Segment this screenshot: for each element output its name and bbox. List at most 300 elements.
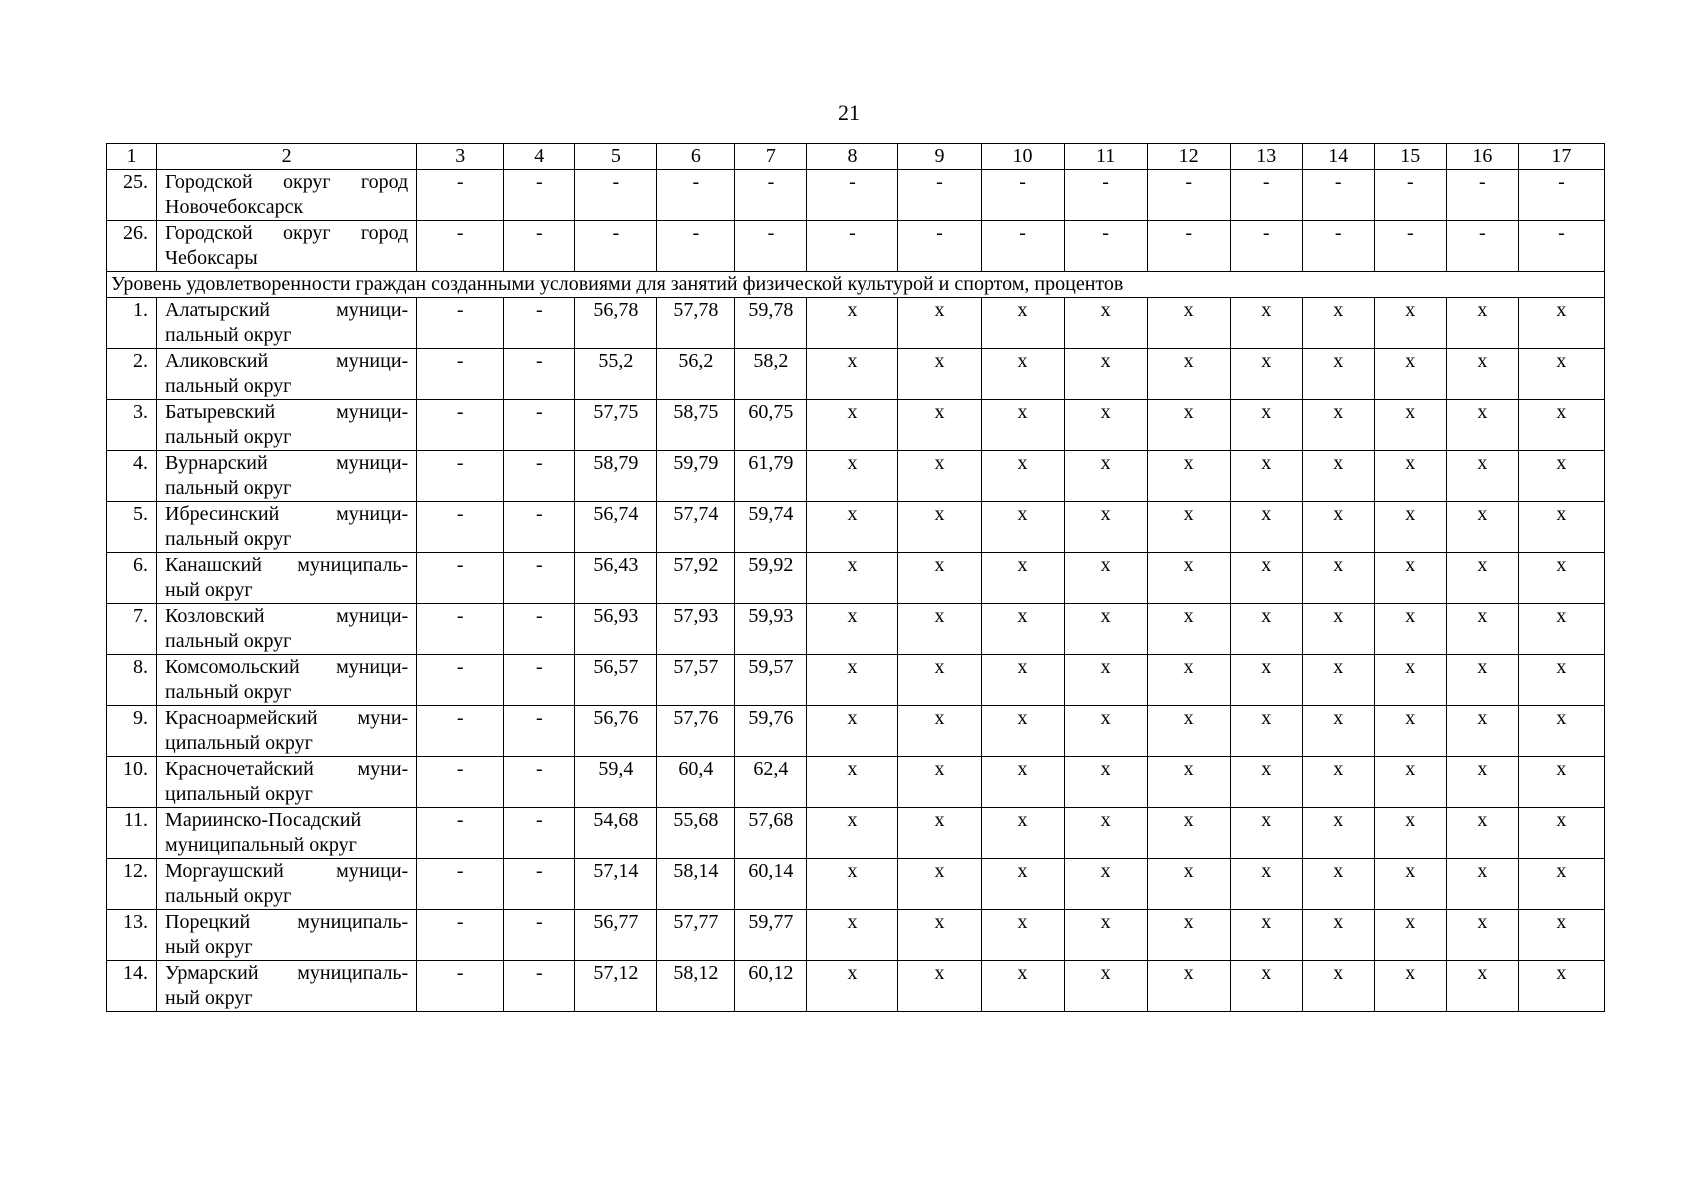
value-cell: х bbox=[1302, 808, 1374, 859]
value-cell: х bbox=[1064, 859, 1147, 910]
value-cell: х bbox=[1147, 349, 1230, 400]
value-cell: х bbox=[1302, 655, 1374, 706]
value-cell: х bbox=[981, 502, 1064, 553]
table-row bbox=[107, 349, 1605, 400]
value-cell: - bbox=[417, 604, 504, 655]
municipality-name bbox=[157, 859, 417, 910]
value-cell: х bbox=[1147, 553, 1230, 604]
row-number: 11. bbox=[107, 808, 157, 859]
table-row bbox=[107, 400, 1605, 451]
value-cell: х bbox=[898, 298, 981, 349]
name-line: Моргаушский муници- bbox=[165, 860, 409, 882]
value-cell: х bbox=[1147, 706, 1230, 757]
value-cell: х bbox=[807, 859, 898, 910]
value-cell: х bbox=[1064, 655, 1147, 706]
name-line: ный округ bbox=[165, 579, 253, 601]
value-cell: 61,79 bbox=[735, 451, 807, 502]
name-line: Аликовский муници- bbox=[165, 350, 409, 372]
value-cell: 59,79 bbox=[657, 451, 735, 502]
value-cell: х bbox=[1374, 553, 1446, 604]
value-cell: х bbox=[1302, 604, 1374, 655]
value-cell: х bbox=[807, 298, 898, 349]
table-row bbox=[107, 655, 1605, 706]
value-cell: х bbox=[1374, 961, 1446, 1012]
value-cell: х bbox=[1446, 655, 1518, 706]
value-cell: х bbox=[898, 910, 981, 961]
value-cell: - bbox=[735, 170, 807, 221]
municipality-name bbox=[157, 961, 417, 1012]
value-cell: х bbox=[1230, 706, 1302, 757]
value-cell: 55,2 bbox=[575, 349, 657, 400]
value-cell: х bbox=[1302, 961, 1374, 1012]
value-cell: - bbox=[504, 349, 575, 400]
value-cell: х bbox=[898, 451, 981, 502]
municipality-name bbox=[157, 298, 417, 349]
value-cell: - bbox=[1064, 170, 1147, 221]
value-cell: х bbox=[1518, 655, 1604, 706]
table-row bbox=[107, 757, 1605, 808]
value-cell: х bbox=[898, 349, 981, 400]
name-line: Козловский муници- bbox=[165, 605, 409, 627]
value-cell: 54,68 bbox=[575, 808, 657, 859]
value-cell: х bbox=[1374, 808, 1446, 859]
row-number: 10. bbox=[107, 757, 157, 808]
value-cell: 56,43 bbox=[575, 553, 657, 604]
value-cell: х bbox=[981, 808, 1064, 859]
header-cell: 8 bbox=[807, 144, 898, 170]
value-cell: 59,78 bbox=[735, 298, 807, 349]
value-cell: х bbox=[1518, 604, 1604, 655]
value-cell: - bbox=[417, 910, 504, 961]
value-cell: - bbox=[417, 808, 504, 859]
value-cell: х bbox=[1147, 400, 1230, 451]
header-cell: 16 bbox=[1446, 144, 1518, 170]
header-cell: 9 bbox=[898, 144, 981, 170]
value-cell: х bbox=[981, 451, 1064, 502]
value-cell: х bbox=[1446, 349, 1518, 400]
value-cell: х bbox=[1518, 553, 1604, 604]
name-line: пальный округ bbox=[165, 528, 292, 550]
name-line: пальный округ bbox=[165, 375, 292, 397]
value-cell: - bbox=[504, 298, 575, 349]
value-cell: х bbox=[981, 859, 1064, 910]
name-line: Чебоксары bbox=[165, 247, 258, 269]
value-cell: 58,12 bbox=[657, 961, 735, 1012]
value-cell: х bbox=[1302, 757, 1374, 808]
name-line: пальный округ bbox=[165, 324, 292, 346]
section-row bbox=[107, 272, 1605, 298]
header-cell: 5 bbox=[575, 144, 657, 170]
value-cell: х bbox=[1064, 349, 1147, 400]
value-cell: - bbox=[417, 170, 504, 221]
value-cell: - bbox=[504, 604, 575, 655]
name-line: Батыревский муници- bbox=[165, 401, 409, 423]
value-cell: х bbox=[1230, 655, 1302, 706]
value-cell: х bbox=[1230, 910, 1302, 961]
table-row bbox=[107, 221, 1605, 272]
value-cell: х bbox=[807, 604, 898, 655]
value-cell: х bbox=[1064, 400, 1147, 451]
value-cell: х bbox=[1230, 961, 1302, 1012]
municipality-name bbox=[157, 706, 417, 757]
value-cell: - bbox=[504, 961, 575, 1012]
value-cell: х bbox=[807, 961, 898, 1012]
value-cell: - bbox=[417, 961, 504, 1012]
name-line: ный округ bbox=[165, 936, 253, 958]
value-cell: х bbox=[1064, 502, 1147, 553]
value-cell: х bbox=[1518, 859, 1604, 910]
value-cell: х bbox=[807, 910, 898, 961]
municipality-name bbox=[157, 502, 417, 553]
header-cell: 14 bbox=[1302, 144, 1374, 170]
value-cell: - bbox=[417, 757, 504, 808]
value-cell: х bbox=[1374, 349, 1446, 400]
value-cell: 58,75 bbox=[657, 400, 735, 451]
value-cell: 57,74 bbox=[657, 502, 735, 553]
name-line: Порецкий муниципаль- bbox=[165, 911, 409, 933]
value-cell: х bbox=[1230, 757, 1302, 808]
value-cell: х bbox=[1230, 451, 1302, 502]
value-cell: х bbox=[1446, 400, 1518, 451]
municipality-name bbox=[157, 170, 417, 221]
value-cell: х bbox=[898, 961, 981, 1012]
value-cell: х bbox=[1446, 553, 1518, 604]
name-line: Комсомольский муници- bbox=[165, 656, 409, 678]
value-cell: 60,12 bbox=[735, 961, 807, 1012]
name-line: пальный округ bbox=[165, 630, 292, 652]
header-cell: 2 bbox=[157, 144, 417, 170]
header-cell: 15 bbox=[1374, 144, 1446, 170]
header-cell: 10 bbox=[981, 144, 1064, 170]
value-cell: 56,74 bbox=[575, 502, 657, 553]
value-cell: х bbox=[1374, 757, 1446, 808]
value-cell: х bbox=[1147, 859, 1230, 910]
value-cell: - bbox=[504, 706, 575, 757]
value-cell: х bbox=[1518, 706, 1604, 757]
value-cell: х bbox=[1518, 961, 1604, 1012]
row-number: 13. bbox=[107, 910, 157, 961]
value-cell: - bbox=[807, 170, 898, 221]
value-cell: х bbox=[1230, 400, 1302, 451]
value-cell: 60,75 bbox=[735, 400, 807, 451]
name-line: Вурнарский муници- bbox=[165, 452, 409, 474]
value-cell: - bbox=[1446, 170, 1518, 221]
table-body bbox=[107, 144, 1605, 1012]
value-cell: - bbox=[1302, 170, 1374, 221]
page-number: 21 bbox=[838, 100, 860, 125]
row-number: 25. bbox=[107, 170, 157, 221]
municipality-name bbox=[157, 655, 417, 706]
table-row bbox=[107, 808, 1605, 859]
value-cell: х bbox=[981, 400, 1064, 451]
value-cell: 60,14 bbox=[735, 859, 807, 910]
name-line: ципальный округ bbox=[165, 732, 313, 754]
value-cell: - bbox=[417, 221, 504, 272]
value-cell: х bbox=[1230, 298, 1302, 349]
value-cell: - bbox=[575, 170, 657, 221]
value-cell: х bbox=[981, 757, 1064, 808]
value-cell: х bbox=[898, 859, 981, 910]
value-cell: х bbox=[898, 808, 981, 859]
value-cell: х bbox=[1064, 757, 1147, 808]
value-cell: х bbox=[1446, 502, 1518, 553]
value-cell: х bbox=[1064, 961, 1147, 1012]
value-cell: х bbox=[1374, 655, 1446, 706]
value-cell: х bbox=[981, 349, 1064, 400]
value-cell: - bbox=[417, 655, 504, 706]
name-line: Мариинско-Посадский bbox=[165, 809, 362, 831]
row-number: 12. bbox=[107, 859, 157, 910]
value-cell: х bbox=[1302, 298, 1374, 349]
value-cell: 59,77 bbox=[735, 910, 807, 961]
row-number: 4. bbox=[107, 451, 157, 502]
value-cell: х bbox=[1064, 910, 1147, 961]
value-cell: 59,76 bbox=[735, 706, 807, 757]
municipality-name bbox=[157, 604, 417, 655]
value-cell: х bbox=[898, 502, 981, 553]
value-cell: - bbox=[504, 808, 575, 859]
table-row bbox=[107, 298, 1605, 349]
value-cell: - bbox=[1302, 221, 1374, 272]
table-row bbox=[107, 961, 1605, 1012]
value-cell: х bbox=[1374, 400, 1446, 451]
value-cell: - bbox=[504, 400, 575, 451]
header-cell: 17 bbox=[1518, 144, 1604, 170]
value-cell: 62,4 bbox=[735, 757, 807, 808]
value-cell: 59,74 bbox=[735, 502, 807, 553]
name-line: ципальный округ bbox=[165, 783, 313, 805]
value-cell: х bbox=[981, 298, 1064, 349]
table-row bbox=[107, 706, 1605, 757]
value-cell: х bbox=[1147, 961, 1230, 1012]
value-cell: - bbox=[504, 502, 575, 553]
value-cell: - bbox=[1374, 170, 1446, 221]
header-cell: 1 bbox=[107, 144, 157, 170]
value-cell: х bbox=[1446, 757, 1518, 808]
name-line: Красночетайский муни- bbox=[165, 758, 409, 780]
table-row bbox=[107, 859, 1605, 910]
value-cell: х bbox=[807, 757, 898, 808]
row-number: 9. bbox=[107, 706, 157, 757]
value-cell: 56,76 bbox=[575, 706, 657, 757]
value-cell: - bbox=[575, 221, 657, 272]
value-cell: 57,12 bbox=[575, 961, 657, 1012]
value-cell: х bbox=[1302, 553, 1374, 604]
name-line: ный округ bbox=[165, 987, 253, 1009]
value-cell: х bbox=[1147, 655, 1230, 706]
value-cell: х bbox=[807, 706, 898, 757]
value-cell: 58,14 bbox=[657, 859, 735, 910]
row-number: 3. bbox=[107, 400, 157, 451]
value-cell: х bbox=[1064, 298, 1147, 349]
value-cell: - bbox=[417, 502, 504, 553]
header-row bbox=[107, 144, 1605, 170]
municipality-name bbox=[157, 910, 417, 961]
value-cell: 57,93 bbox=[657, 604, 735, 655]
value-cell: х bbox=[1230, 859, 1302, 910]
value-cell: - bbox=[504, 451, 575, 502]
value-cell: - bbox=[1446, 221, 1518, 272]
value-cell: х bbox=[1230, 553, 1302, 604]
value-cell: 58,2 bbox=[735, 349, 807, 400]
value-cell: - bbox=[1064, 221, 1147, 272]
value-cell: х bbox=[1518, 757, 1604, 808]
name-line: Алатырский муници- bbox=[165, 299, 409, 321]
value-cell: х bbox=[1064, 706, 1147, 757]
value-cell: - bbox=[504, 757, 575, 808]
data-table bbox=[106, 143, 1605, 1012]
value-cell: х bbox=[898, 400, 981, 451]
table-row bbox=[107, 910, 1605, 961]
value-cell: - bbox=[417, 451, 504, 502]
value-cell: х bbox=[898, 553, 981, 604]
value-cell: х bbox=[1374, 706, 1446, 757]
value-cell: х bbox=[1374, 604, 1446, 655]
municipality-name bbox=[157, 808, 417, 859]
value-cell: 57,76 bbox=[657, 706, 735, 757]
value-cell: - bbox=[1230, 170, 1302, 221]
value-cell: - bbox=[504, 859, 575, 910]
value-cell: - bbox=[657, 170, 735, 221]
header-cell: 7 bbox=[735, 144, 807, 170]
value-cell: х bbox=[1064, 451, 1147, 502]
value-cell: - bbox=[981, 221, 1064, 272]
value-cell: - bbox=[504, 910, 575, 961]
value-cell: х bbox=[981, 553, 1064, 604]
value-cell: х bbox=[1518, 910, 1604, 961]
value-cell: - bbox=[417, 349, 504, 400]
header-cell: 3 bbox=[417, 144, 504, 170]
value-cell: х bbox=[981, 961, 1064, 1012]
table-row bbox=[107, 502, 1605, 553]
row-number: 14. bbox=[107, 961, 157, 1012]
value-cell: - bbox=[1230, 221, 1302, 272]
value-cell: - bbox=[504, 655, 575, 706]
value-cell: 55,68 bbox=[657, 808, 735, 859]
value-cell: - bbox=[417, 859, 504, 910]
value-cell: - bbox=[417, 298, 504, 349]
value-cell: - bbox=[1374, 221, 1446, 272]
value-cell: х bbox=[1446, 910, 1518, 961]
value-cell: 57,92 bbox=[657, 553, 735, 604]
value-cell: х bbox=[1147, 910, 1230, 961]
value-cell: х bbox=[807, 808, 898, 859]
value-cell: 56,93 bbox=[575, 604, 657, 655]
value-cell: х bbox=[1518, 451, 1604, 502]
header-cell: 12 bbox=[1147, 144, 1230, 170]
table-row bbox=[107, 170, 1605, 221]
value-cell: х bbox=[1302, 502, 1374, 553]
value-cell: х bbox=[981, 706, 1064, 757]
value-cell: х bbox=[1518, 400, 1604, 451]
value-cell: - bbox=[1147, 170, 1230, 221]
value-cell: х bbox=[1230, 502, 1302, 553]
value-cell: 57,75 bbox=[575, 400, 657, 451]
row-number: 8. bbox=[107, 655, 157, 706]
name-line: Ибресинский муници- bbox=[165, 503, 409, 525]
value-cell: х bbox=[1446, 451, 1518, 502]
municipality-name bbox=[157, 221, 417, 272]
row-number: 1. bbox=[107, 298, 157, 349]
value-cell: х bbox=[1302, 400, 1374, 451]
value-cell: 57,78 bbox=[657, 298, 735, 349]
value-cell: х bbox=[1302, 859, 1374, 910]
row-number: 7. bbox=[107, 604, 157, 655]
name-line: пальный округ bbox=[165, 426, 292, 448]
row-number: 26. bbox=[107, 221, 157, 272]
value-cell: - bbox=[981, 170, 1064, 221]
value-cell: 59,4 bbox=[575, 757, 657, 808]
value-cell: х bbox=[1302, 349, 1374, 400]
table-row bbox=[107, 451, 1605, 502]
value-cell: 56,77 bbox=[575, 910, 657, 961]
name-line: Красноармейский муни- bbox=[165, 707, 409, 729]
value-cell: - bbox=[898, 170, 981, 221]
value-cell: х bbox=[898, 706, 981, 757]
name-line: пальный округ bbox=[165, 477, 292, 499]
value-cell: х bbox=[807, 553, 898, 604]
header-cell: 11 bbox=[1064, 144, 1147, 170]
value-cell: х bbox=[807, 655, 898, 706]
value-cell: х bbox=[1147, 604, 1230, 655]
municipality-name bbox=[157, 400, 417, 451]
value-cell: х bbox=[1518, 349, 1604, 400]
value-cell: - bbox=[807, 221, 898, 272]
value-cell: х bbox=[1518, 298, 1604, 349]
value-cell: 59,57 bbox=[735, 655, 807, 706]
value-cell: 57,57 bbox=[657, 655, 735, 706]
value-cell: х bbox=[1230, 604, 1302, 655]
value-cell: х bbox=[1302, 451, 1374, 502]
value-cell: 57,77 bbox=[657, 910, 735, 961]
name-line: пальный округ bbox=[165, 885, 292, 907]
name-line: Городской округ город bbox=[165, 171, 409, 193]
value-cell: х bbox=[1374, 910, 1446, 961]
value-cell: - bbox=[1518, 221, 1604, 272]
value-cell: х bbox=[1147, 757, 1230, 808]
value-cell: х bbox=[1064, 553, 1147, 604]
municipality-name bbox=[157, 451, 417, 502]
value-cell: х bbox=[807, 451, 898, 502]
value-cell: х bbox=[981, 655, 1064, 706]
value-cell: х bbox=[1147, 502, 1230, 553]
section-title: Уровень удовлетворенности граждан созданными условиями для занятий физической культурой и спортом, процентов bbox=[107, 272, 1605, 298]
value-cell: х bbox=[1446, 859, 1518, 910]
value-cell: х bbox=[1064, 604, 1147, 655]
value-cell: - bbox=[504, 170, 575, 221]
value-cell: х bbox=[1230, 349, 1302, 400]
value-cell: х bbox=[1446, 298, 1518, 349]
value-cell: х bbox=[1374, 451, 1446, 502]
value-cell: - bbox=[1518, 170, 1604, 221]
value-cell: 58,79 bbox=[575, 451, 657, 502]
value-cell: 59,92 bbox=[735, 553, 807, 604]
value-cell: х bbox=[1230, 808, 1302, 859]
value-cell: 59,93 bbox=[735, 604, 807, 655]
header-cell: 13 bbox=[1230, 144, 1302, 170]
name-line: Канашский муниципаль- bbox=[165, 554, 409, 576]
value-cell: х bbox=[1147, 298, 1230, 349]
value-cell: х bbox=[807, 349, 898, 400]
name-line: Урмарский муниципаль- bbox=[165, 962, 409, 984]
value-cell: - bbox=[735, 221, 807, 272]
row-number: 5. bbox=[107, 502, 157, 553]
name-line: муниципальный округ bbox=[165, 834, 357, 856]
value-cell: 56,78 bbox=[575, 298, 657, 349]
value-cell: х bbox=[1518, 808, 1604, 859]
municipality-name bbox=[157, 757, 417, 808]
value-cell: х bbox=[898, 757, 981, 808]
